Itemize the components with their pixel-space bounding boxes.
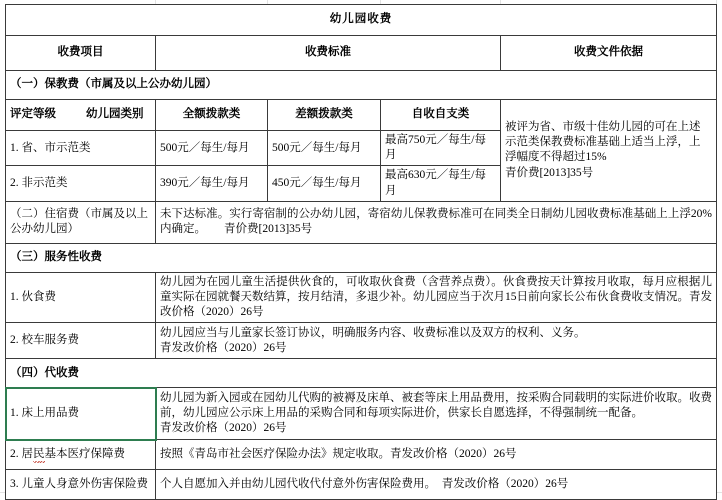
grade-note-cell bbox=[501, 100, 717, 202]
service-fee-description-bus bbox=[156, 323, 717, 359]
section-header-collected-fee: （四）代收费 bbox=[6, 359, 717, 388]
collected-fee-name-medical bbox=[6, 440, 156, 470]
page-title: 幼儿园收费 bbox=[6, 5, 717, 36]
section-row-service bbox=[6, 243, 717, 272]
section-header-service-fee: （三）服务性收费 bbox=[6, 243, 717, 272]
fee-schedule-table bbox=[5, 4, 717, 500]
collected-fee-description-medical: 按照《青岛市社会医疗保险办法》规定收取。青发改价格（2020）26号 bbox=[156, 440, 717, 470]
grade-note-line-1: 被评为省、市级十佳幼儿园的可在上述 bbox=[505, 121, 701, 133]
grade-row-full-grant: 500元／每生/每月 bbox=[156, 131, 268, 166]
grade-note-line-4: 青价费[2013]35号 bbox=[505, 166, 594, 179]
collected-fee-description-bedding bbox=[156, 388, 717, 440]
column-header-basis: 收费文件依据 bbox=[501, 36, 717, 71]
grade-row-full-grant: 390元／每生/每月 bbox=[156, 166, 268, 201]
collected-fee-bedding-doc: 青发改价格（2020）26号 bbox=[160, 422, 287, 435]
column-header-item: 收费项目 bbox=[6, 36, 156, 71]
collected-fee-name-bedding[interactable]: 1. 床上用品费 bbox=[6, 388, 156, 440]
column-header-standard: 收费标准 bbox=[156, 36, 501, 71]
grade-header-category: 幼儿园类别 bbox=[86, 108, 144, 121]
service-fee-name-bus: 2. 校车服务费 bbox=[6, 323, 156, 359]
boarding-fee-text: 未下达标准。实行寄宿制的公办幼儿园，寄宿幼儿保教费标准可在同类全日制幼儿园收费标准基础上上浮20%内确定。 bbox=[160, 208, 713, 236]
fee-schedule-table-container bbox=[5, 4, 716, 500]
collected-fee-bedding-text: 幼儿园为新入园或在园幼儿代购的被褥及床单、被套等床上用品费用，按采购合同载明的实际进价收取。收费前，幼儿园应公示床上用品的采购合同和每项实际进价，供家长自愿选择，不得强制统一配备。 bbox=[160, 391, 713, 420]
grade-row-self-funded: 最高750元／每生/每月 bbox=[381, 131, 501, 166]
grade-header-grade: 评定等级 bbox=[10, 108, 56, 121]
section-row-boarding bbox=[6, 201, 717, 243]
misspelled-word: 民 bbox=[33, 447, 45, 462]
table-row bbox=[6, 388, 717, 440]
grade-header-full-grant: 全额拨款类 bbox=[156, 100, 268, 131]
boarding-fee-description bbox=[156, 201, 717, 243]
grade-header-partial-grant: 差额拨款类 bbox=[268, 100, 381, 131]
table-row bbox=[6, 272, 717, 323]
title-row bbox=[6, 5, 717, 36]
section-row-collected bbox=[6, 359, 717, 388]
service-fee-description-meal: 幼儿园为在园儿童生活提供伙食的，可收取伙食费（含营养点费）。伙食费按天计算按月收取，每月应根据儿童实际在园就餐天数结算，按月结清，多退少补。幼儿园应当于次月15日前向家长公布伙食费收支情况。青发改价格（2020）26号 bbox=[156, 272, 717, 323]
service-fee-bus-text: 幼儿园应当与儿童家长签订协议，明确服务内容、收费标准以及双方的权利、义务。 bbox=[160, 326, 586, 339]
boarding-fee-doc: 青价费[2013]35号 bbox=[224, 223, 313, 236]
column-header-row bbox=[6, 36, 717, 71]
collected-fee-name-accident: 3. 儿童人身意外伤害保险费 bbox=[6, 470, 156, 500]
grade-note-line-3: 浮幅度不得超过15% bbox=[505, 151, 607, 164]
boarding-fee-label: （二）住宿费（市属及以上公办幼儿园） bbox=[6, 201, 156, 243]
medical-fee-name-suffix: 基本医疗保障费 bbox=[44, 448, 125, 461]
table-row bbox=[6, 470, 717, 500]
table-row bbox=[6, 323, 717, 359]
table-row bbox=[6, 440, 717, 470]
grade-row-name: 2. 非示范类 bbox=[6, 166, 156, 201]
grade-row-partial-grant: 450元／每生/每月 bbox=[268, 166, 381, 201]
grade-row-partial-grant: 500元／每生/每月 bbox=[268, 131, 381, 166]
collected-fee-description-accident: 个人自愿加入并由幼儿园代收代付意外伤害保险费用。 青发改价格（2020）26号 bbox=[156, 470, 717, 500]
service-fee-name-meal: 1. 伙食费 bbox=[6, 272, 156, 323]
medical-fee-name-prefix: 2. 居 bbox=[10, 448, 33, 461]
grade-header-combined bbox=[6, 100, 156, 131]
section-header-baojiao-fee: （一）保教费（市属及以上公办幼儿园） bbox=[6, 71, 717, 100]
grade-row-self-funded: 最高630元／每生/每月 bbox=[381, 166, 501, 201]
section-row-baojiao bbox=[6, 71, 717, 100]
grade-header-row bbox=[6, 100, 717, 131]
grade-note-line-2: 示范类保教费标准基础上适当上浮，上 bbox=[505, 136, 701, 149]
grade-row-name: 1. 省、市示范类 bbox=[6, 131, 156, 166]
service-fee-bus-doc: 青发改价格（2020）26号 bbox=[160, 341, 287, 354]
grade-header-self-funded: 自收自支类 bbox=[381, 100, 501, 131]
